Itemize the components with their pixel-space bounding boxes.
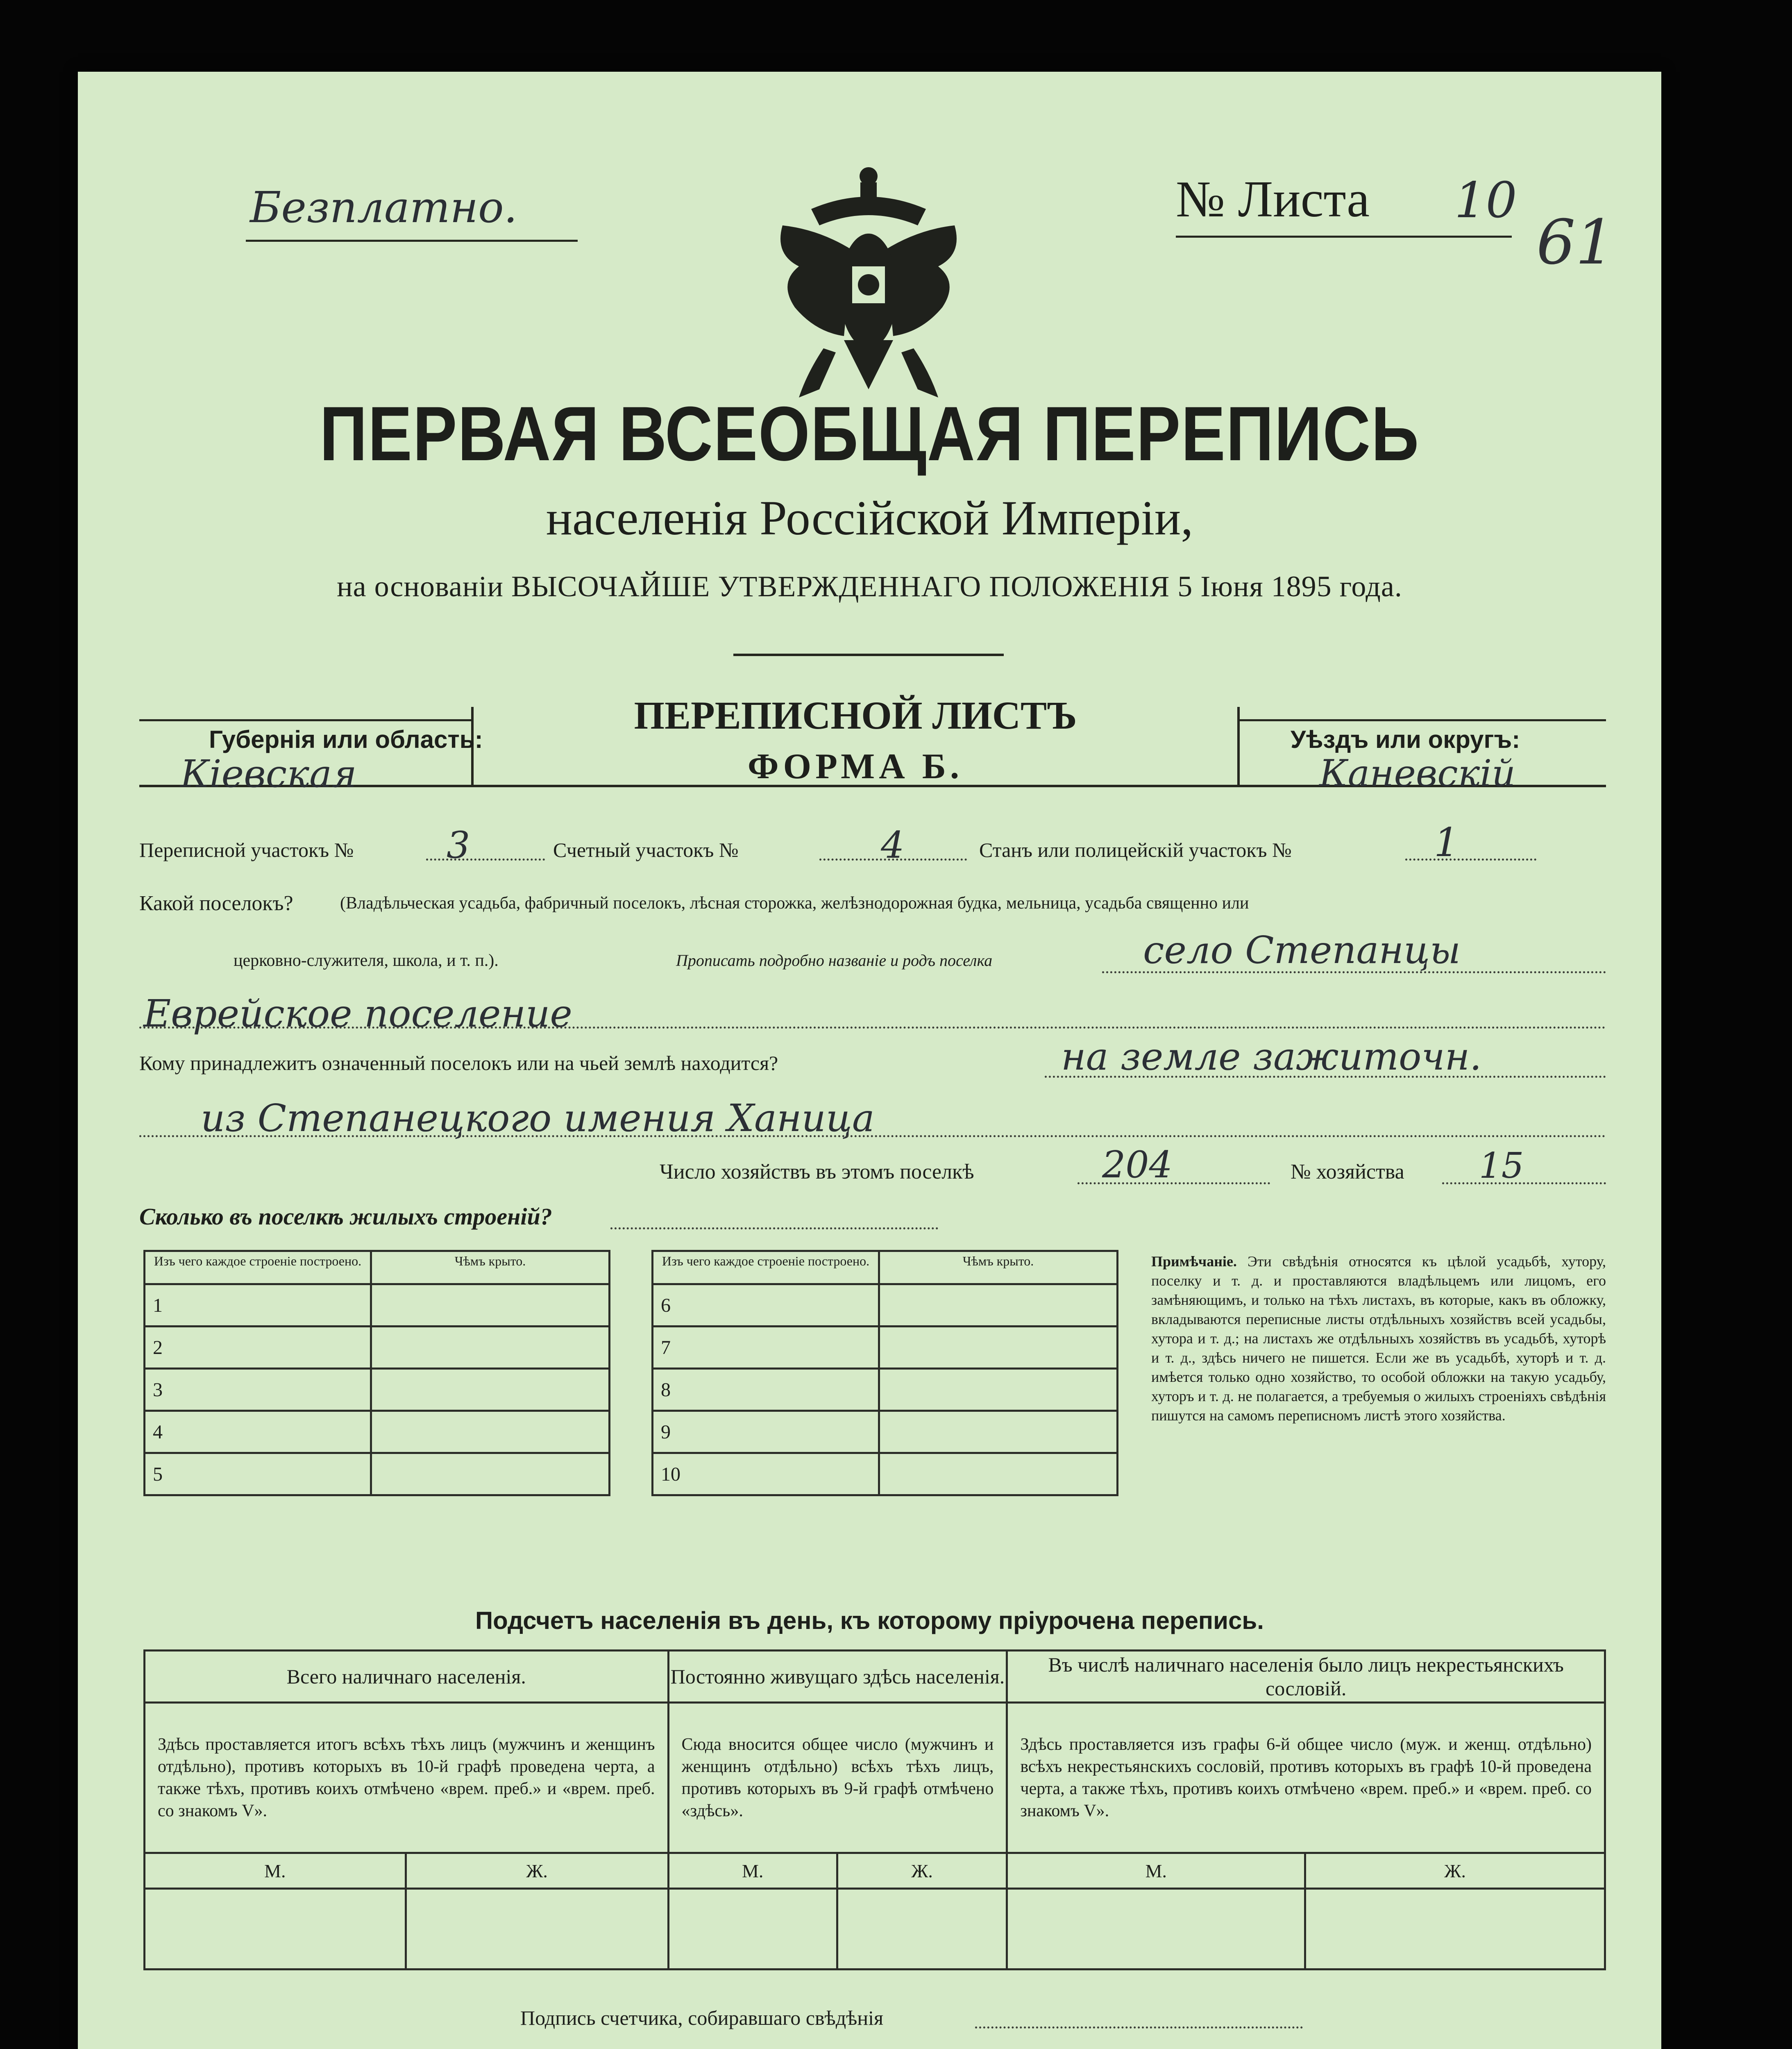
census-title: ПЕРВАЯ ВСЕОБЩАЯ ПЕРЕПИСЬ [320, 391, 1420, 477]
table-row [145, 1284, 610, 1327]
note-text: Эти свѣдѣнія относятся къ цѣлой усадьбѣ, хутору, поселку и т. д. и проставляются владѣльцемъ или лицомъ, его замѣняющимъ, и только на тѣхъ листахъ, въ которые, какъ въ обложку, вкладываются переписные листы отдѣльныхъ хозяйствъ всей усадьбы, хутора и т. д.; на листахъ же отдѣльныхъ хозяйствъ въ усадьбѣ, хуторѣ и т. д., здѣсь ничего не пишется. Если же въ усадьбѣ, хуторѣ и т. д. имѣется только одно хозяйство, то особой обложки на такую усадьбу, хуторъ и т. д. не полагается, а требуемыя о жилыхъ строеніяхъ свѣдѣнія пишутся на самомъ переписномъ листѣ этого хозяйства. [1151, 1253, 1606, 1424]
roof-cell [879, 1453, 1118, 1495]
count-cell [837, 1889, 1007, 1969]
poselok-hint-2: церковно-служителя, школа, и т. п.). [234, 951, 499, 970]
schetny-dots [819, 859, 967, 861]
sheet-number-extra: 61 [1536, 207, 1615, 278]
row-number: 6 [653, 1284, 879, 1327]
roof-cell [879, 1369, 1118, 1411]
row-number: 10 [653, 1453, 879, 1495]
m-header: М. [145, 1853, 406, 1889]
row-number: 8 [653, 1369, 879, 1411]
col-roof: Чѣмъ крыто. [879, 1251, 1118, 1284]
household-no-dots [1442, 1182, 1606, 1184]
zh-header: Ж. [837, 1853, 1007, 1889]
zh-header: Ж. [406, 1853, 668, 1889]
poselok-value-1: село Степанцы [1143, 928, 1461, 972]
stan-value: 1 [1434, 820, 1459, 865]
row-number: 7 [653, 1327, 879, 1369]
owner-value-2: из Степанецкого имения Ханица [201, 1096, 875, 1140]
row-number: 1 [145, 1284, 371, 1327]
perepisnoy-list-title: ПЕРЕПИСНОЙ ЛИСТЪ [634, 693, 1077, 737]
poselok-hint-3: Прописать подробно названіе и родъ поселка [676, 951, 993, 970]
signature-label: Подпись счетчика, собиравшаго свѣдѣнія [520, 2006, 883, 2029]
row-number: 5 [145, 1453, 371, 1495]
buildings-dots [610, 1227, 938, 1229]
roof-cell [371, 1369, 610, 1411]
uezd-label: Уѣздъ или округъ: [1291, 726, 1520, 753]
note-title: Примѣчаніе. [1151, 1253, 1237, 1270]
zh-header: Ж. [1305, 1853, 1605, 1889]
table-row [653, 1284, 1118, 1327]
count-col1-text: Здѣсь проставляется итогъ всѣхъ тѣхъ лицъ (мужчинъ и женщинъ отдѣльно), противъ которыхъ въ 10-й графѣ проведена черта, а также тѣхъ, противъ коихъ отмѣчено «врем. преб.» и «врем. преб. со знакомъ V». [145, 1703, 669, 1853]
count-cell [668, 1889, 837, 1969]
m-header: М. [668, 1853, 837, 1889]
poselok-label: Какой поселокъ? [139, 892, 293, 915]
row-number: 3 [145, 1369, 371, 1411]
census-subtitle: населенія Россійской Имперіи, [546, 491, 1193, 545]
count-cell [1007, 1889, 1305, 1969]
roof-cell [879, 1411, 1118, 1453]
gubernia-value: Кіевская [180, 752, 357, 796]
free-underline [246, 240, 578, 242]
form-b-label: ФОРМА Б. [748, 747, 963, 786]
household-no-label: № хозяйства [1291, 1160, 1404, 1184]
buildings-label: Сколько въ поселкѣ жилыхъ строеній? [139, 1203, 552, 1230]
sheet-number-label: № Листа [1176, 171, 1370, 228]
signature-dots [975, 2026, 1303, 2029]
note-block [1151, 1252, 1606, 1425]
schetny-uchastok-value: 4 [881, 824, 905, 867]
col-roof: Чѣмъ крыто. [371, 1251, 610, 1284]
sheet-number-value: 10 [1454, 172, 1517, 229]
owner-dots-2 [139, 1135, 1606, 1137]
count-cell [1305, 1889, 1605, 1969]
count-col3-text: Здѣсь проставляется изъ графы 6-й общее число (муж. и женщ. отдѣльно) всѣхъ некрестьянскихъ сословій, противъ которыхъ въ графѣ 10-й проведена черта, а также тѣхъ, противъ коихъ отмѣчено «врем. преб.» и «врем. преб. со знакомъ V». [1007, 1703, 1605, 1853]
buildings-table-left [143, 1250, 610, 1496]
count-col2-text: Сюда вносится общее число (мужчинъ и женщинъ отдѣльно) всѣхъ тѣхъ лицъ, противъ которыхъ въ 9-й графѣ отмѣчено «здѣсь». [668, 1703, 1007, 1853]
roof-cell [371, 1327, 610, 1369]
poselok-value-2: Еврейское поселение [143, 992, 572, 1036]
buildings-table-right [651, 1250, 1118, 1496]
count-col3-title: Въ числѣ наличнаго населенія было лицъ некрестьянскихъ сословій. [1007, 1651, 1605, 1703]
table-row [653, 1453, 1118, 1495]
perepisnoy-uchastok-label: Переписной участокъ № [139, 838, 354, 861]
households-value: 204 [1102, 1143, 1173, 1186]
census-form-sheet [78, 72, 1661, 2049]
household-no-value: 15 [1479, 1145, 1524, 1186]
double-headed-eagle-icon [750, 160, 987, 406]
table-row [145, 1327, 610, 1369]
row-number: 2 [145, 1327, 371, 1369]
free-label: Безплатно. [250, 182, 517, 232]
stan-dots [1405, 859, 1536, 861]
gubernia-top-rule [139, 719, 471, 721]
table-row [145, 1453, 610, 1495]
roof-cell [371, 1411, 610, 1453]
uezd-value: Каневскій [1319, 752, 1516, 795]
owner-value-1: на земле зажиточн. [1061, 1035, 1482, 1079]
population-count-table [143, 1649, 1606, 1970]
owner-dots-1 [1045, 1076, 1606, 1078]
row-number: 9 [653, 1411, 879, 1453]
schetny-uchastok-label: Счетный участокъ № [553, 838, 739, 861]
perepisnoy-uchastok-value: 3 [447, 824, 470, 867]
table-row [653, 1369, 1118, 1411]
stan-label: Станъ или полицейскій участокъ № [979, 838, 1292, 861]
gubernia-label: Губернія или область: [209, 726, 483, 753]
count-cell [145, 1889, 406, 1969]
uezd-top-rule [1237, 719, 1606, 721]
poselok-dots-2 [139, 1027, 1606, 1029]
owner-label: Кому принадлежитъ означенный поселокъ или на чьей землѣ находится? [139, 1052, 778, 1074]
poselok-hint-1: (Владѣльческая усадьба, фабричный поселокъ, лѣсная сторожка, желѣзнодорожная будка, мельница, усадьба священно или [340, 894, 1249, 913]
households-label: Число хозяйствъ въ этомъ поселкѣ [660, 1160, 974, 1184]
roof-cell [371, 1284, 610, 1327]
roof-cell [879, 1284, 1118, 1327]
perepisnoy-dots [426, 859, 545, 861]
m-header: М. [1007, 1853, 1305, 1889]
sheet-number-underline [1176, 236, 1512, 238]
table-row [145, 1411, 610, 1453]
row-number: 4 [145, 1411, 371, 1453]
count-col1-title: Всего наличнаго населенія. [145, 1651, 669, 1703]
roof-cell [371, 1453, 610, 1495]
count-cell [406, 1889, 668, 1969]
col-material: Изъ чего каждое строеніе построено. [653, 1251, 879, 1284]
title-divider [733, 654, 1004, 656]
count-heading: Подсчетъ населенія въ день, къ которому пріурочена перепись. [475, 1607, 1264, 1634]
count-col2-title: Постоянно живущаго здѣсь населенія. [668, 1651, 1007, 1703]
poselok-dots-1 [1102, 971, 1606, 973]
roof-cell [879, 1327, 1118, 1369]
col-material: Изъ чего каждое строеніе построено. [145, 1251, 371, 1284]
table-row [653, 1411, 1118, 1453]
households-dots [1077, 1182, 1270, 1184]
census-basis: на основаніи ВЫСОЧАЙШЕ УТВЕРЖДЕННАГО ПОЛОЖЕНІЯ 5 Іюня 1895 года. [337, 570, 1402, 603]
table-row [653, 1327, 1118, 1369]
table-row [145, 1369, 610, 1411]
